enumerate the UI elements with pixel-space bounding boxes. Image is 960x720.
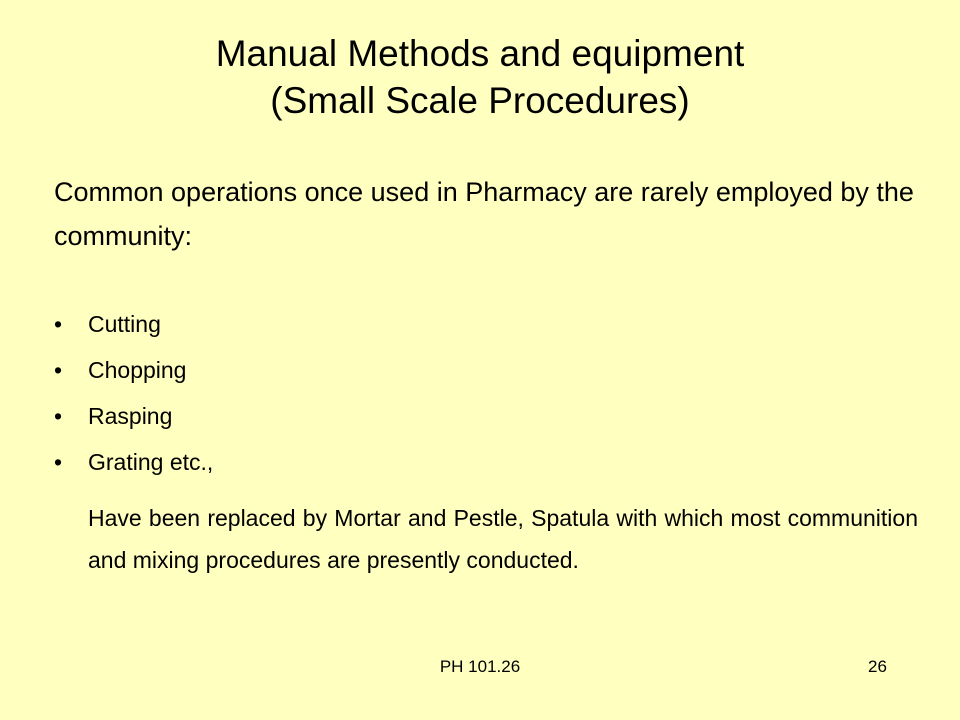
- slide-title: [90, 30, 870, 124]
- bullet-icon: •: [54, 357, 63, 383]
- bullet-list: [54, 310, 924, 494]
- bullet-item-rasping: [54, 402, 924, 430]
- bullet-icon: •: [54, 449, 63, 475]
- bullet-item-cutting: [54, 310, 924, 338]
- footer-course-code: PH 101.26: [439, 657, 521, 676]
- bullet-item-grating: [54, 448, 924, 476]
- bullet-label: Chopping: [88, 357, 187, 383]
- bullet-icon: •: [54, 403, 63, 429]
- footer-page-number: 26: [868, 657, 887, 676]
- title-line-2: (Small Scale Procedures): [270, 80, 690, 121]
- bullet-label: Grating etc.,: [88, 449, 214, 475]
- bullet-icon: •: [54, 311, 63, 337]
- bullet-item-chopping: [54, 356, 924, 384]
- intro-text: Common operations once used in Pharmacy are rarely employed by the community:: [54, 177, 914, 251]
- bullet-label: Rasping: [88, 403, 173, 429]
- bullet-label: Cutting: [88, 311, 161, 337]
- title-line-1: Manual Methods and equipment: [215, 33, 745, 74]
- body-paragraph: Have been replaced by Mortar and Pestle, Spatula with which most communition and mixing procedures are presently conducted.: [88, 505, 918, 573]
